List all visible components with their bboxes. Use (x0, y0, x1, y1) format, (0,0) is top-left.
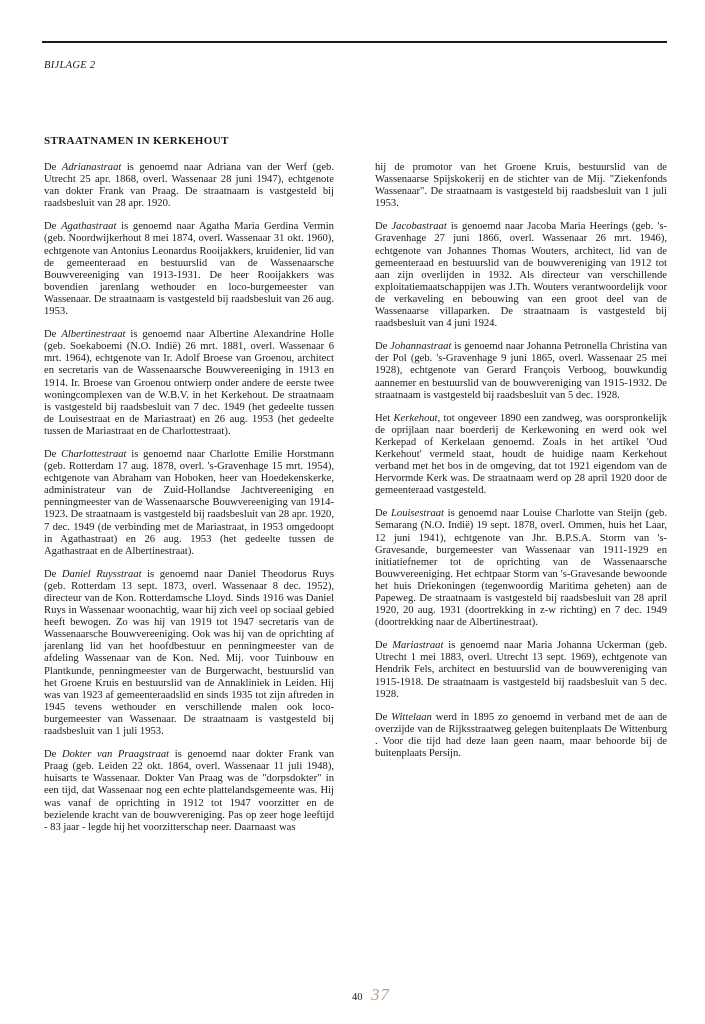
street-name: Mariastraat (392, 640, 444, 652)
street-entry: De Louisestraat is genoemd naar Louise Charlotte van Steijn (geb. Semarang (N.O. Indië) 19 sept. 1878, overl. Ommen, huis het Laar, 12 juni 1941), echtgenote van Jhr. B.P.S.A. Storm van 's-Gravesande, burgemeester van Wassenaar van 1911-1929 en initiatiefnemer tot de oprichting van de Wassenaarsche Bouwvereeniging. Het echtpaar Storm van 's-Gravesande bewoonde het huis Driekoningen (tegenwoordig Maritima geheten) aan de Papeweg. De straatnaam is vastgesteld bij raadsbesluit van 28 april 1920, 20 aug. 1931 (doortrekking in z-w richting) en 7 dec. 1949 (doortrekking naar de Albertinestraat). (375, 508, 667, 629)
street-entry: De Adrianastraat is genoemd naar Adriana van der Werf (geb. Utrecht 25 apr. 1868, overl. Wassenaar 28 juni 1947), echtgenote van dokter Frank van Praag. De straatnaam is vastgesteld bij raadsbesluit van 28 apr. 1920. (44, 162, 334, 210)
street-name: Albertinestraat (61, 329, 126, 341)
street-name: Johannastraat (390, 341, 452, 353)
street-name: Dokter van Praagstraat (61, 749, 170, 761)
street-entry: De Albertinestraat is genoemd naar Albertine Alexandrine Holle (geb. Soekaboemi (N.O. Indië) 26 mrt. 1881, overl. Wassenaar 6 mrt. 1964), echtgenote van Ir. Adolf Broese van Groenou, architect en secretaris van de Wassenaarsche Bouwvereeniging in 1913 en 1914. Ir. Broese van Groenou ontwierp onder andere de eerste twee woningcomplexen van de W.B.V. in het Kerkehout. De straatnaam is vastgesteld bij raadsbesluit van 7 dec. 1949 (het gedeelte tussen de Louisestraat en de Mariastraat) en 26 aug. 1953 (het gedeelte tussen de Mariastraat en de Charlottestraat). (44, 329, 334, 437)
street-entry: De Johannastraat is genoemd naar Johanna Petronella Christina van der Pol (geb. 's-Gravenhage 9 juni 1865, overl. Wassenaar 25 mei 1928), echtgenote van Gerard François Verboog, bouwkundig aannemer en bestuurslid van de bouwvereniging van 1915-1932. De straatnaam is vastgesteld bij raadsbesluit van 5 dec. 1928. (375, 341, 667, 401)
street-name: Kerkehout (393, 412, 438, 424)
page-number: 40 (352, 992, 363, 1003)
street-name: Agathastraat (61, 221, 117, 233)
street-entry: hij de promotor van het Groene Kruis, bestuurslid van de Wassenaarse Spijskokerij en de stichter van de Mij. "Ziekenfonds Wassenaar". De straatnaam is vastgesteld bij raadsbesluit van 1 juli 1953. (375, 162, 667, 210)
handwritten-page-number: 37 (371, 985, 390, 1004)
page-title: STRAATNAMEN IN KERKEHOUT (44, 135, 229, 147)
left-column (44, 162, 334, 845)
street-entry: De Charlottestraat is genoemd naar Charlotte Emilie Horstmann (geb. Rotterdam 17 aug. 1878, overl. 's-Gravenhage 15 mrt. 1954), echtgenote van Abraham van Hoboken, heer van Hoedekenskerke, administrateur van de Zuid-Hollandse Jachtvereeniging en penningmeester van de Wassenaarsche Bouwvereeniging van 1914-1923. De straatnaam is vastgesteld bij raadsbesluit van 28 apr. 1920, 7 dec. 1949 (de verbinding met de Mariastraat, in 1953 omgedoopt in Agathastraat) en 26 aug. 1953 (het gedeelte tussen de Agathastraat en de Albertinestraat). (44, 448, 334, 557)
appendix-label: BIJLAGE 2 (44, 60, 96, 71)
street-entry: De Jacobastraat is genoemd naar Jacoba Maria Heerings (geb. 's-Gravenhage 27 juni 1866, overl. Wassenaar 26 mrt. 1946), echtgenote van Johannes Thomas Wouters, architect, lid van de gemeenteraad en bestuurslid van de bouwvereniging van 1912 tot aan zijn overlijden in 1932. Als directeur van verschillende exploitatiemaatschappijen was J.Th. Wouters verantwoordelijk voor de verkaveling en bebouwing van een groot deel van de Wassenaarse villaparken. De straatnaam is vastgesteld bij raadsbesluit van 4 juni 1924. (375, 221, 667, 330)
street-entry: De Agathastraat is genoemd naar Agatha Maria Gerdina Vermin (geb. Noordwijkerhout 8 mei 1874, overl. Wassenaar 31 okt. 1960), echtgenote van Antonius Leonardus Rooijakkers, kruidenier, lid van de gemeenteraad en bestuurslid van de Wassenaarsche Bouwvereeniging van 1913-1931. De heer Rooijakkers was bovendien jarenlang wethouder en loco-burgemeester van Wassenaar. De straatnaam is vastgesteld bij raadsbesluit van 26 aug. 1953. (44, 221, 334, 318)
right-column (375, 162, 667, 771)
street-entry: De Mariastraat is genoemd naar Maria Johanna Uckerman (geb. Utrecht 1 mei 1883, overl. Utrecht 13 sept. 1969), echtgenote van Hendrik Fels, architect en bestuurslid van de bouwvereniging van 1915-1918. De straatnaam is vastgesteld bij raadsbesluit van 5 dec. 1928. (375, 640, 667, 700)
street-name: Louisestraat (391, 508, 444, 520)
street-entry: De Dokter van Praagstraat is genoemd naar dokter Frank van Praag (geb. Leiden 22 okt. 1864, overl. Wassenaar 11 juli 1948), huisarts te Wassenaar. Dokter Van Praag was de "dorpsdokter" in een tijd, dat Wassenaar nog een echte plattelandsgemeente was. Hij was vanaf de oprichting in 1912 tot 1947 voorzitter en de bezielende kracht van de bouwvereniging. Pas op zeer hoge leeftijd - 83 jaar - legde hij het voorzitterschap neer. Daarnaast was (44, 749, 334, 833)
street-entry: De Daniel Ruysstraat is genoemd naar Daniel Theodorus Ruys (geb. Rotterdam 13 sept. 1873, overl. Wassenaar 8 dec. 1952), directeur van de Kon. Rotterdamsche Lloyd. Sinds 1916 was Daniel Ruys in Wassenaar woonachtig, waar hij zich veel op sociaal gebied heeft bewogen. Zo was hij van 1919 tot 1947 secretaris van de Wassenaarsche Bouwvereeniging. Ook was hij van de oprichting af jarenlang lid van het hoofdbestuur en penningmeester van de afdeling Wassenaar van de Kon. Ned. Mij. voor Tuinbouw en Plantkunde, penningmeester van de Burgerwacht, bestuurslid van het Groene Kruis en bestuurslid van de Annakliniek in Leiden. Hij was van 1923 af gemeenteraadslid en sinds 1935 tot zijn aftreden in 1945 tevens wethouder en verschillende malen ook loco-burgemeester van Wassenaar. De straatnaam is vastgesteld bij raadsbesluit van 1 juli 1953. (44, 568, 334, 738)
street-name: Jacobastraat (391, 221, 447, 233)
street-name: Wittelaan (391, 711, 432, 723)
street-name: Adrianastraat (61, 162, 122, 173)
street-entry: De Wittelaan werd in 1895 zo genoemd in verband met de aan de overzijde van de Rijksstraatweg gelegen buitenplaats De Wittenburg . Voor die tijd had deze laan geen naam, maar behoorde bij de buitenplaats Persijn. (375, 711, 667, 760)
street-name: Daniel Ruysstraat (61, 568, 142, 580)
street-name: Charlottestraat (61, 448, 127, 460)
top-rule (42, 41, 667, 43)
street-entry: Het Kerkehout, tot ongeveer 1890 een zandweg, was oorspronkelijk de oprijlaan naar boerderij de Kerkewoning en werd ook wel Kerkepad of Kerkelaan genoemd. Zoals in het artikel 'Oud Kerkehout' vermeld staat, houdt de huidige naam Kerkehout verband met het bos in de omgeving, dat tot 1921 eigendom van de Hervormde Kerk was. De straatnaam werd op 28 april 1920 door de gemeenteraad vastgesteld. (375, 412, 667, 497)
